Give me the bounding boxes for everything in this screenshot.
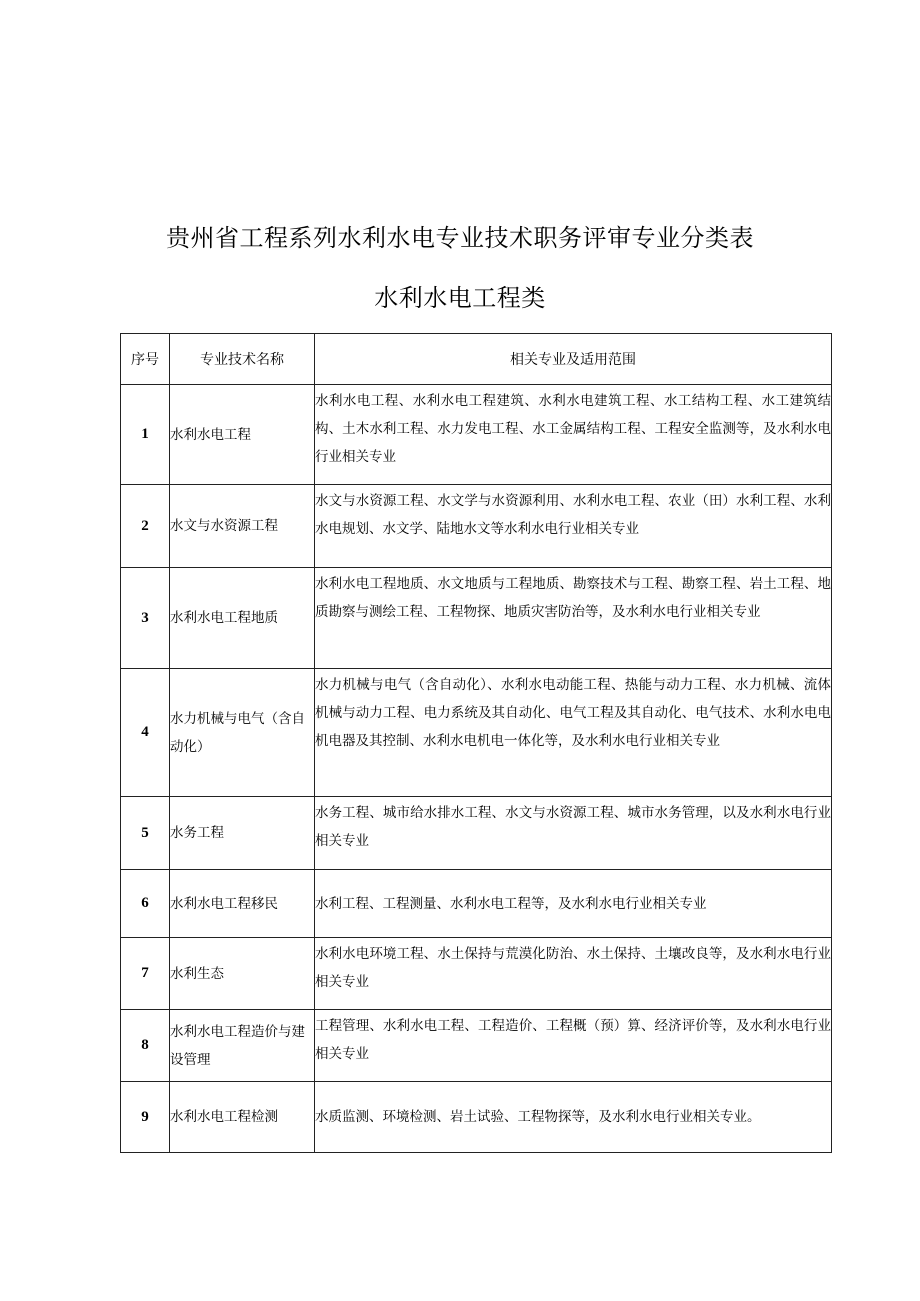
- row-name: 水利水电工程地质: [170, 568, 315, 669]
- row-scope-text: 水文与水资源工程、水文学与水资源利用、水利水电工程、农业（田）水利工程、水利水电规划、水文学、陆地水文等水利水电行业相关专业: [315, 493, 831, 537]
- header-scope: 相关专业及适用范围: [315, 334, 832, 385]
- row-seq: 1: [121, 385, 170, 485]
- row-scope: [315, 938, 832, 1010]
- row-seq: 4: [121, 669, 170, 797]
- row-scope-text: 水质监测、环境检测、岩土试验、工程物探等，及水利水电行业相关专业。: [315, 1109, 761, 1125]
- row-scope-text: 工程管理、水利水电工程、工程造价、工程概（预）算、经济评价等，及水利水电行业相关专业: [315, 1018, 831, 1062]
- row-seq: 2: [121, 485, 170, 568]
- row-scope-text: 水利水电工程地质、水文地质与工程地质、勘察技术与工程、勘察工程、岩土工程、地质勘察与测绘工程、工程物探、地质灾害防治等，及水利水电行业相关专业: [315, 576, 831, 620]
- row-scope: [315, 797, 832, 870]
- row-seq: 3: [121, 568, 170, 669]
- row-name: 水文与水资源工程: [170, 485, 315, 568]
- row-name: 水利水电工程: [170, 385, 315, 485]
- row-name: 水利水电工程造价与建设管理: [170, 1010, 315, 1082]
- document-title: 贵州省工程系列水利水电专业技术职务评审专业分类表: [166, 224, 754, 252]
- row-seq: 8: [121, 1010, 170, 1082]
- row-scope: [315, 568, 832, 669]
- classification-table: [120, 333, 832, 1153]
- row-seq: 7: [121, 938, 170, 1010]
- row-scope-text: 水利水电工程、水利水电工程建筑、水利水电建筑工程、水工结构工程、水工建筑结构、土木水利工程、水力发电工程、水工金属结构工程、工程安全监测等，及水利水电行业相关专业: [315, 393, 831, 465]
- row-scope-text: 水利水电环境工程、水土保持与荒漠化防治、水土保持、土壤改良等，及水利水电行业相关专业: [315, 946, 831, 990]
- row-name: 水利水电工程检测: [170, 1082, 315, 1153]
- table-row: [121, 385, 832, 485]
- row-scope-text: 水利工程、工程测量、水利水电工程等，及水利水电行业相关专业: [315, 895, 707, 912]
- table-row: [121, 1082, 832, 1153]
- row-seq: 6: [121, 870, 170, 938]
- table-row: [121, 870, 832, 938]
- row-scope: [315, 870, 832, 938]
- header-name: 专业技术名称: [170, 334, 315, 385]
- row-scope: [315, 1082, 832, 1153]
- row-seq: 9: [121, 1082, 170, 1153]
- table-row: [121, 485, 832, 568]
- row-scope-text: 水力机械与电气（含自动化）、水利水电动能工程、热能与动力工程、水力机械、流体机械与动力工程、电力系统及其自动化、电气工程及其自动化、电气技术、水利水电电机电器及其控制、水利水电机电一体化等，及水利水电行业相关专业: [315, 677, 831, 749]
- row-scope: [315, 1010, 832, 1082]
- table-row: [121, 1010, 832, 1082]
- header-seq: 序号: [121, 334, 170, 385]
- row-scope: [315, 385, 832, 485]
- row-scope-text: 水务工程、城市给水排水工程、水文与水资源工程、城市水务管理，以及水利水电行业相关专业: [315, 805, 831, 849]
- table-row: [121, 669, 832, 797]
- table-row: [121, 938, 832, 1010]
- row-name: 水力机械与电气（含自动化）: [170, 669, 315, 797]
- row-name: 水利水电工程移民: [170, 870, 315, 938]
- row-scope: [315, 485, 832, 568]
- row-scope: [315, 669, 832, 797]
- table-row: [121, 568, 832, 669]
- table-header-row: [121, 334, 832, 385]
- table-row: [121, 797, 832, 870]
- document-subtitle: 水利水电工程类: [374, 284, 546, 312]
- row-name: 水利生态: [170, 938, 315, 1010]
- row-name: 水务工程: [170, 797, 315, 870]
- row-seq: 5: [121, 797, 170, 870]
